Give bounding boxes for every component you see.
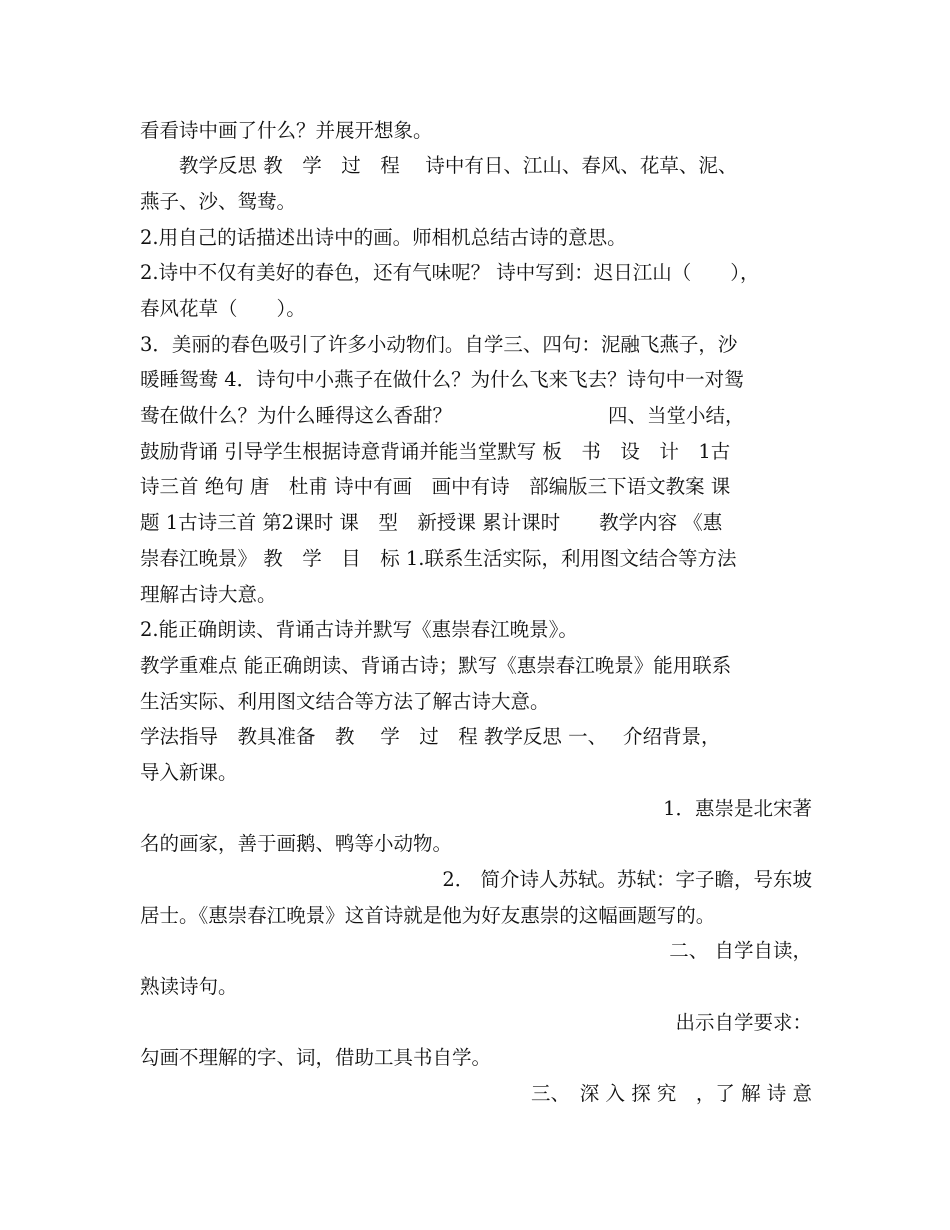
text-line: 学法指导 教具准备 教 学 过 程 教学反思 一、 介绍背景， bbox=[140, 725, 721, 748]
text-line: 诗三首 绝句 唐 杜甫 诗中有画 画中有诗 部编版三下语文教案 课 bbox=[140, 475, 731, 498]
text-line: 勾画不理解的字、词，借助工具书自学。 bbox=[140, 1046, 492, 1069]
text-line: 看看诗中画了什么？并展开想象。 bbox=[140, 119, 433, 142]
text-line: 理解古诗大意。 bbox=[140, 583, 277, 606]
text-line: 熟读诗句。 bbox=[140, 975, 238, 998]
text-line: 二、 自学自读， bbox=[669, 939, 812, 962]
text-line: 2． 简介诗人苏轼。苏轼：字子瞻，号东坡 bbox=[442, 868, 812, 891]
text-line: 暖睡鸳鸯 4．诗句中小燕子在做什么？为什么飞来飞去？诗句中一对鸳 bbox=[140, 368, 744, 391]
text-line: 崇春江晚景》 教 学 目 标 1.联系生活实际，利用图文结合等方法 bbox=[140, 547, 737, 570]
text-line: 教学重难点 能正确朗读、背诵古诗；默写《惠崇春江晚景》能用联系 bbox=[140, 654, 732, 677]
text-line: 鼓励背诵 引导学生根据诗意背诵并能当堂默写 板 书 设 计 1古 bbox=[140, 440, 731, 463]
text-line: 1．惠崇是北宋著 bbox=[663, 797, 812, 820]
text-line: 名的画家，善于画鹅、鸭等小动物。 bbox=[140, 832, 453, 855]
text-line: 居士。《惠崇春江晚景》这首诗就是他为好友惠崇的这幅画题写的。 bbox=[140, 904, 716, 927]
text-line: 题 1古诗三首 第2课时 课 型 新授课 累计课时 教学内容 《惠 bbox=[140, 511, 723, 534]
text-line: 春风花草（ ）。 bbox=[140, 297, 306, 320]
text-line: 鸯在做什么？为什么睡得这么香甜？ 四、当堂小结， bbox=[140, 404, 745, 427]
text-line: 教学反思 教 学 过 程 诗中有日、江山、春风、花草、泥、 bbox=[140, 154, 738, 177]
text-line: 燕子、沙、鸳鸯。 bbox=[140, 190, 297, 213]
text-line: 3．美丽的春色吸引了许多小动物们。自学三、四句：泥融飞燕子，沙 bbox=[140, 333, 738, 356]
text-line: 生活实际、利用图文结合等方法了解古诗大意。 bbox=[140, 690, 550, 713]
text-line: 导入新课。 bbox=[140, 761, 238, 784]
text-line: 三、 深 入 探 究 ，了 解 诗 意 bbox=[531, 1082, 812, 1105]
text-line: 2.诗中不仅有美好的春色，还有气味呢？ 诗中写到：迟日江山（ ）， bbox=[140, 261, 760, 284]
text-line: 2.能正确朗读、背诵古诗并默写《惠崇春江晚景》。 bbox=[140, 618, 578, 641]
text-line: 2.用自己的话描述出诗中的画。师相机总结古诗的意思。 bbox=[140, 226, 627, 249]
text-line: 出示自学要求： bbox=[675, 1011, 812, 1034]
